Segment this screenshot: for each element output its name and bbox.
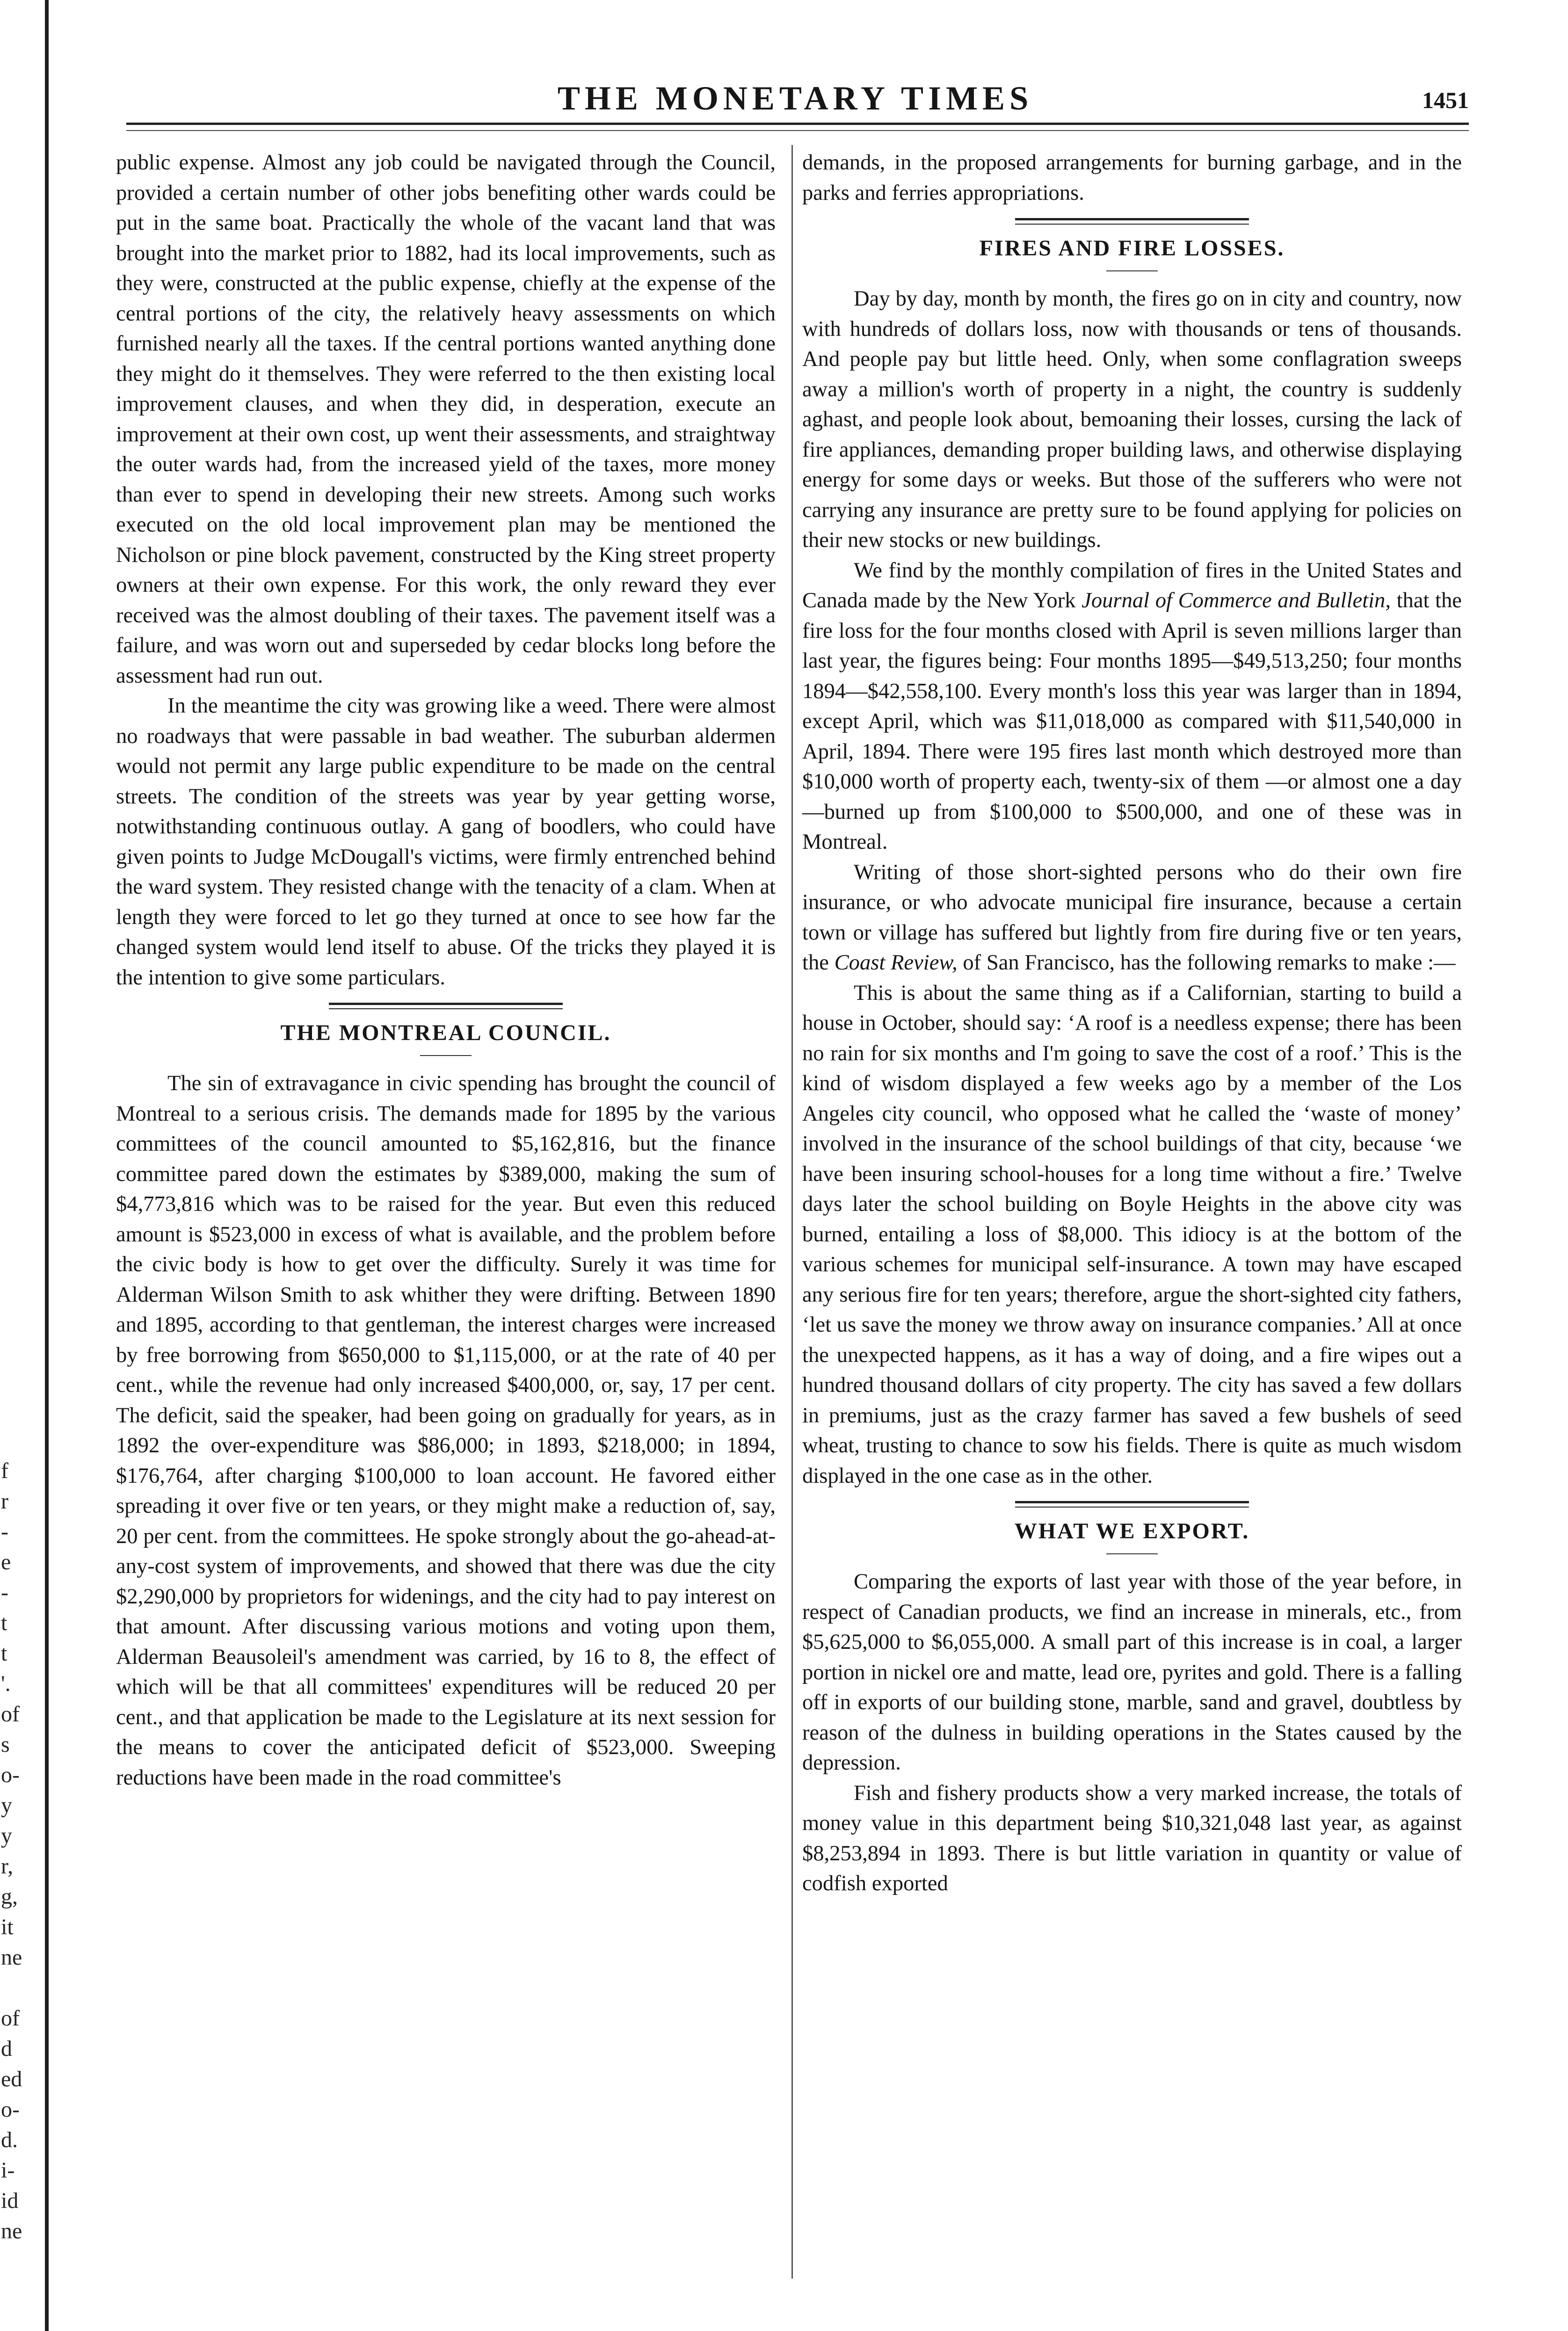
- article-paragraph: Comparing the exports of last year with those of the year before, in respect of Canadian products, we find an increase in minerals, etc., from $5,625,000 to $6,055,000. A small part of this increase is in coal, a larger portion in nickel ore and matte, lead ore, pyrites and gold. There is a falling off in exports of our building stone, marble, sand and gravel, doubtless by reason of the dulness in building operations in the States caused by the depression.: [802, 1569, 1462, 1775]
- heading-underline: [420, 1055, 472, 1056]
- section-heading-exports: WHAT WE EXPORT.: [1014, 1519, 1250, 1544]
- article-paragraph: Day by day, month by month, the fires go on in city and country, now with hundreds of dollars loss, now with thousands or tens of thousands. And people pay but little heed. Only, when some conflagration sweeps away a million's worth of property in a night, the country is suddenly aghast, and people look about, bemoaning their losses, cursing the lack of fire appliances, demanding proper building laws, and otherwise displaying energy for some days or weeks. But those of the sufferers who were not carrying any insurance are pretty sure to be found applying for policies on their new stocks or new buildings.: [802, 286, 1462, 552]
- margin-fragment: ne: [1, 1945, 22, 1970]
- margin-fragment: y: [1, 1823, 12, 1848]
- left-column: [116, 147, 776, 1792]
- publication-title: THE MONETARY TIMES: [557, 80, 1033, 117]
- text-run: Writing of those short-sighted persons who do their own fire insurance, or who advocate municipal fire insurance, because a certain town or village has suffered but lightly from fire during five or ten years, the: [802, 860, 1462, 975]
- margin-fragment: r,: [1, 1854, 14, 1879]
- section-separator: [329, 1003, 563, 1009]
- quoted-paragraph: This is about the same thing as if a Californian, starting to build a house in October, should say: ‘A roof is a needless expense; there has been no rain for six months and I'm going to save the cost of a roof.’ This is the kind of wisdom displayed a few weeks ago by a member of the Los Angeles city council, who opposed what he called the ‘waste of money’ involved in the insurance of the school buildings of that city, because ‘we have been insuring school-houses for a long time without a fire.’ Twelve days later the school building on Boyle Heights in the above city was burned, entailing a loss of $8,000. This idiocy is at the bottom of the various schemes for municipal self-insurance. A town may have escaped any serious fire for ten years; therefore, argue the short-sighted city fathers, ‘let us save the money we throw away on insurance companies.’ All at once the unexpected happens, as it has a way of doing, and a fire wipes out a hundred thousand dollars of city property. The city has saved a few dollars in premiums, just as the crazy farmer has saved a few bushels of seed wheat, trusting to chance to sow his fields. There is quite as much wisdom displayed in the one case as in the other.: [802, 980, 1462, 1488]
- margin-fragment: y: [1, 1793, 12, 1818]
- article-paragraph: In the meantime the city was growing like a weed. There were almost no roadways that were passable in bad weather. The suburban aldermen would not permit any large public expenditure to be made on the central streets. The condition of the streets was year by year getting worse, notwithstanding continuous outlay. A gang of boodlers, who could have given points to Judge McDougall's victims, were firmly entrenched behind the ward system. They resisted change with the tenacity of a clam. When at length they were forced to let go they turned at once to see how far the changed system would lend itself to abuse. Of the tricks they played it is the intention to give some particulars.: [116, 693, 776, 990]
- margin-fragment: ed: [1, 2067, 22, 2091]
- section-separator: [1015, 1501, 1249, 1508]
- publication-name: Coast Review,: [834, 950, 958, 975]
- margin-fragment: d: [1, 2036, 12, 2061]
- margin-fragment: t: [1, 1610, 7, 1635]
- margin-fragment: id: [1, 2188, 19, 2213]
- heading-underline: [1106, 1553, 1158, 1554]
- margin-fragment: -: [1, 1580, 8, 1605]
- publication-name: Journal of Commerce and Bulletin,: [1082, 588, 1391, 612]
- section-separator: [1015, 218, 1249, 225]
- article-paragraph: public expense. Almost any job could be navigated through the Council, provided a certain number of other jobs benefiting other wards could be put in the same boat. Practically the whole of the vacant land that was brought into the market prior to 1882, had its local improvements, such as they were, constructed at the public expense, chiefly at the expense of the central portions of the city, the relatively heavy assessments on which furnished nearly all the taxes. If the central portions wanted anything done they might do it themselves. They were referred to the then existing local improvement clauses, and when they did, in desperation, execute an improvement at their own cost, up went their assessments, and straightway the outer wards had, from the increased yield of the taxes, more money than ever to spend in developing their new streets. Among such works executed on the old local improvement plan may be mentioned the Nicholson or pine block pavement, constructed by the King street property owners at their own expense. For this work, the only reward they ever received was the almost doubling of their taxes. The pavement itself was a failure, and was worn out and superseded by cedar blocks long before the assessment had run out.: [116, 150, 776, 688]
- section-heading-fires: FIRES AND FIRE LOSSES.: [979, 236, 1285, 261]
- section-heading-montreal-council: THE MONTREAL COUNCIL.: [280, 1020, 611, 1045]
- masthead-rule: [126, 123, 1469, 125]
- right-column: [802, 147, 1462, 1899]
- article-paragraph: [802, 857, 1462, 978]
- article-paragraph: [802, 555, 1462, 857]
- masthead: [122, 70, 1469, 122]
- page-number: 1451: [1422, 87, 1469, 113]
- margin-fragment: -: [1, 1519, 8, 1544]
- margin-fragment: of: [1, 1702, 20, 1726]
- margin-fragment: '.: [1, 1671, 11, 1696]
- article-paragraph: demands, in the proposed arrangements for burning garbage, and in the parks and ferries appropriations.: [802, 150, 1462, 205]
- margin-fragment: s: [1, 1732, 10, 1757]
- margin-fragment: o-: [1, 1763, 20, 1787]
- text-run: of San Francisco, has the following remarks to make :—: [957, 950, 1456, 975]
- column-divider: [791, 145, 793, 2279]
- page-binding-edge: [45, 0, 49, 2331]
- article-paragraph: Fish and fishery products show a very marked increase, the totals of money value in this department being $10,321,048 last year, as against $8,253,894 in 1893. There is but little variation in quantity or value of codfish exported: [802, 1780, 1462, 1895]
- masthead-rule-thin: [126, 130, 1469, 131]
- margin-fragment: r: [1, 1489, 8, 1514]
- margin-fragment: d.: [1, 2127, 18, 2152]
- adjacent-page-fragments: [0, 140, 22, 2293]
- margin-fragment: t: [1, 1641, 7, 1666]
- margin-fragment: ne: [1, 2219, 22, 2244]
- margin-fragment: it: [1, 1915, 14, 1939]
- text-run: that the fire loss for the four months closed with April is seven millions larger than last year, the figures being: Four months 1895—$49,513,250; four months 1894—$42,558,100. Every month's loss this year was larger than in 1894, except April, which was $11,018,000 as compared with $11,540,000 in April, 1894. There were 195 fires last month which destroyed more than $10,000 worth of property each, twenty-six of them —or almost one a day—burned up from $100,000 to $500,000, and one of these was in Montreal.: [802, 588, 1462, 854]
- margin-fragment: e: [1, 1550, 11, 1574]
- margin-fragment: f: [1, 1458, 8, 1483]
- heading-underline: [1106, 270, 1158, 271]
- margin-fragment: i-: [1, 2158, 15, 2183]
- margin-fragment: g,: [1, 1884, 18, 1909]
- margin-fragment: of: [1, 2006, 20, 2031]
- margin-fragment: o-: [1, 2097, 20, 2122]
- text-run: We find by the monthly compilation of fires in the United States and Canada made by the New York: [802, 558, 1462, 612]
- article-paragraph: The sin of extravagance in civic spending has brought the council of Montreal to a serious crisis. The demands made for 1895 by the various committees of the council amounted to $5,162,816, but the finance committee pared down the estimates by $389,000, making the sum of $4,773,816 which was to be raised for the year. But even this reduced amount is $523,000 in excess of what is available, and the problem before the civic body is how to get over the difficulty. Surely it was time for Alderman Wilson Smith to ask whither they were drifting. Between 1890 and 1895, according to that gentleman, the interest charges were increased by free borrowing from $650,000 to $1,115,000, or at the rate of 40 per cent., while the revenue had only increased $400,000, or, say, 17 per cent. The deficit, said the speaker, had been going on gradually for years, as in 1892 the over-expenditure was $86,000; in 1893, $218,000; in 1894, $176,764, after charging $100,000 to loan account. He favored either spreading it over five or ten years, or they might make a reduction of, say, 20 per cent. from the committees. He spoke strongly about the go-ahead-at-any-cost system of improvements, and showed that there was due the city $2,290,000 by proprietors for widenings, and the city had to pay interest on that amount. After discussing various motions and voting upon them, Alderman Beausoleil's amendment was carried, by 16 to 8, the effect of which will be that all committees' expenditures will be reduced 20 per cent., and that application be made to the Legislature at its next session for the means to cover the anticipated deficit of $523,000. Sweeping reductions have been made in the road committee's: [116, 1071, 776, 1790]
